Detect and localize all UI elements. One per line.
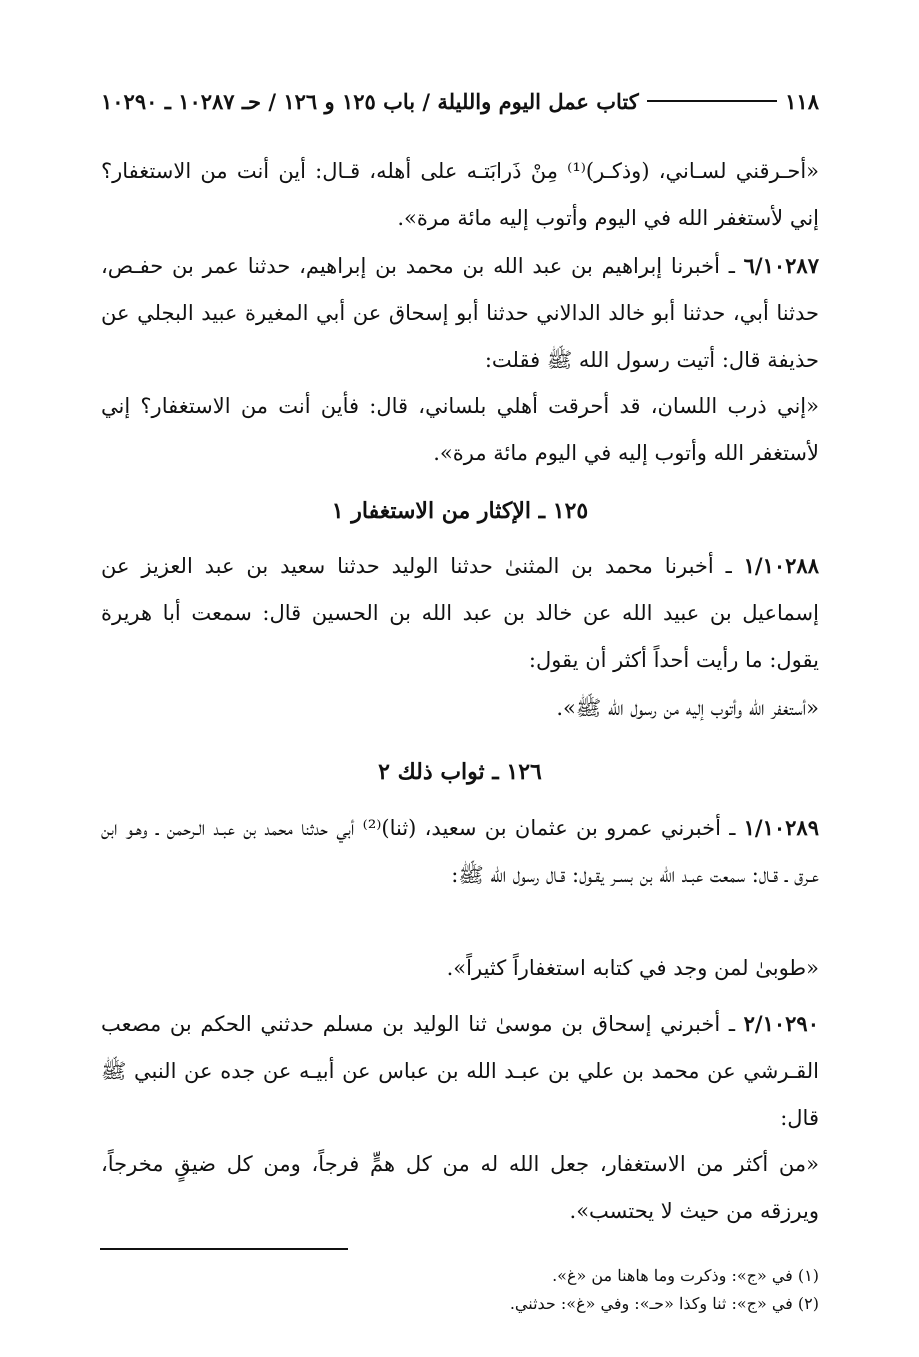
page-number: ١١٨	[785, 88, 819, 114]
paragraph	[101, 242, 819, 384]
paragraph-text: ـ أخبرني عمرو بن عثمان بن سعيد، (ثنا)⁽²⁾ أبي حدثنا محمد بن عبـد الـرحمن ـ وهـو ابن عـرق ـ قـال: سمعت عبـد الله بن بسـر يقـول: قـال رسول الله ﷺ:	[101, 816, 819, 887]
footnote: (٢) في «ج»: ثنا وكذا «حـ»: وفي «غ»: حدثني.	[509, 1294, 819, 1313]
paragraph-text: ـ أخبرني إسحاق بن موسىٰ ثنا الوليد بن مسلم حدثني الحكم بن مصعب القـرشي عن محمد بن علي بن عبـد الله بن عباس عن أبيـه عن جده عن النبي ﷺ قال:	[101, 1012, 819, 1130]
footnote: (١) في «ج»: وذكرت وما هاهنا من «غ».	[552, 1266, 819, 1285]
paragraph-text: «إني ذرب اللسان، قد أحرقت أهلي بلساني، قال: فأين أنت من الاستغفار؟ إني لأستغفر الله وأتوب إليه في اليوم مائة مرة».	[101, 394, 819, 465]
section-heading	[101, 752, 819, 792]
paragraph	[101, 148, 819, 242]
hadith-number: ١/١٠٢٨٨	[743, 553, 819, 578]
running-header	[101, 84, 819, 118]
paragraph	[101, 1000, 819, 1142]
header-rule	[647, 100, 777, 102]
paragraph	[101, 383, 819, 477]
footnote-separator	[100, 1248, 348, 1250]
heading-text: ١٢٦ ـ ثواب ذلك ٢	[378, 759, 542, 785]
paragraph	[101, 804, 819, 899]
paragraph-text: «من أكثر من الاستغفار، جعل الله له من كل همٍّ فرجاً، ومن كل ضيقٍ مخرجاً، ويرزقه من حيث لا يحتسب».	[101, 1152, 819, 1223]
running-title: كتاب عمل اليوم والليلة / باب ١٢٥ و ١٢٦ / حـ ١٠٢٨٧ ـ ١٠٢٩٠	[101, 88, 639, 114]
paragraph-text: ـ أخبرنا محمد بن المثنىٰ حدثنا الوليد حدثنا سعيد بن عبد العزيز عن إسماعيل بن عبيد الله عن خالد بن عبد الله بن الحسين قال: سمعت أبا هريرة يقول: ما رأيت أحداً أكثر أن يقول:	[101, 554, 819, 672]
paragraph-text: «أحـرقني لسـاني، (وذكـر)⁽¹⁾ مِنْ ذَرابَتـه على أهله، قـال: أين أنت من الاستغفار؟ إني لأستغفر الله في اليوم وأتوب إليه مائة مرة».	[101, 159, 820, 230]
paragraph	[101, 1141, 819, 1235]
hadith-number: ١/١٠٢٨٩	[743, 815, 819, 840]
hadith-number: ٢/١٠٢٩٠	[743, 1011, 819, 1036]
paragraph-text: «أستغفر الله وأتوب إليه من رسول الله ﷺ».	[556, 696, 819, 720]
paragraph	[101, 542, 819, 684]
paragraph	[101, 685, 819, 732]
paragraph-text: «طوبىٰ لمن وجد في كتابه استغفاراً كثيراً».	[446, 956, 819, 980]
hadith-number: ٦/١٠٢٨٧	[743, 253, 819, 278]
paragraph	[101, 945, 819, 992]
section-heading	[101, 491, 819, 531]
heading-text: ١٢٥ ـ الإكثار من الاستغفار ١	[331, 498, 589, 524]
paragraph-text: ـ أخبرنا إبراهيم بن عبد الله بن محمد بن إبراهيم، حدثنا عمر بن حفـص، حدثنا أبي، حدثنا أبو خالد الدالاني حدثنا أبو إسحاق عن أبي المغيرة عبيد البجلي عن حذيفة قال: أتيت رسول الله ﷺ فقلت:	[101, 254, 819, 372]
